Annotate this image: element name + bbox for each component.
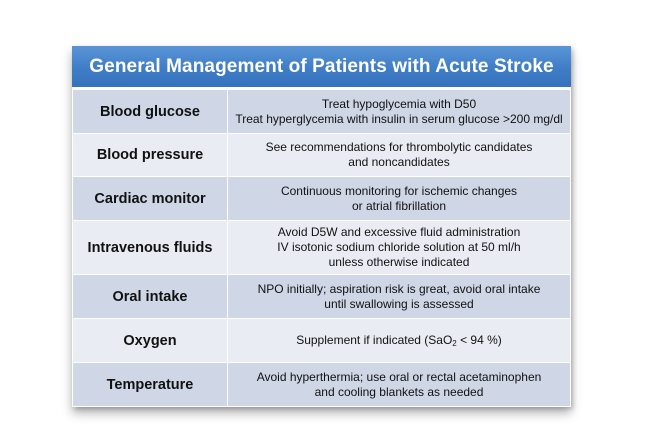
row-description — [228, 363, 571, 407]
table-row — [73, 177, 571, 221]
table-title: General Management of Patients with Acute Stroke — [72, 46, 571, 89]
table-row — [73, 90, 571, 134]
description-line: Avoid hyperthermia; use oral or rectal acetaminophen — [256, 369, 542, 384]
row-label: Temperature — [73, 363, 228, 407]
row-label: Blood pressure — [73, 134, 228, 177]
description-line: and cooling blankets as needed — [314, 384, 484, 399]
description-line: and noncandidates — [348, 155, 450, 169]
description-line: IV isotonic sodium chloride solution at 50 ml/h — [277, 240, 521, 254]
description-line: or atrial fibrillation — [351, 198, 447, 213]
oxygen-text-before: Supplement if indicated (SaO — [296, 333, 453, 347]
management-table — [72, 46, 571, 407]
row-description — [228, 134, 571, 177]
row-description — [228, 221, 571, 275]
row-description — [228, 90, 571, 134]
description-line: See recommendations for thrombolytic candidates — [265, 140, 533, 154]
oxygen-description-line — [228, 333, 570, 348]
table-row — [73, 134, 571, 177]
table-row — [73, 363, 571, 407]
table-row — [73, 275, 571, 319]
row-label: Oral intake — [73, 275, 228, 319]
description-line: Continuous monitoring for ischemic changes — [280, 183, 518, 198]
description-line: until swallowing is assessed — [324, 296, 474, 311]
row-label: Intravenous fluids — [73, 221, 228, 275]
description-line: unless otherwise indicated — [328, 255, 470, 269]
oxygen-subscript: 2 — [452, 339, 457, 348]
description-line: NPO initially; aspiration risk is great, avoid oral intake — [257, 281, 541, 296]
description-line: Treat hyperglycemia with insulin in serum glucose >200 mg/dl — [235, 111, 563, 126]
table-row — [73, 221, 571, 275]
row-description — [228, 319, 571, 363]
table-row — [73, 319, 571, 363]
row-description — [228, 275, 571, 319]
description-line: Treat hypoglycemia with D50 — [321, 96, 477, 111]
row-label: Oxygen — [73, 319, 228, 363]
row-description — [228, 177, 571, 221]
description-line: Avoid D5W and excessive fluid administration — [277, 225, 521, 239]
management-grid — [72, 89, 571, 407]
row-label: Cardiac monitor — [73, 177, 228, 221]
row-label: Blood glucose — [73, 90, 228, 134]
oxygen-text-after: < 94 %) — [456, 333, 502, 347]
